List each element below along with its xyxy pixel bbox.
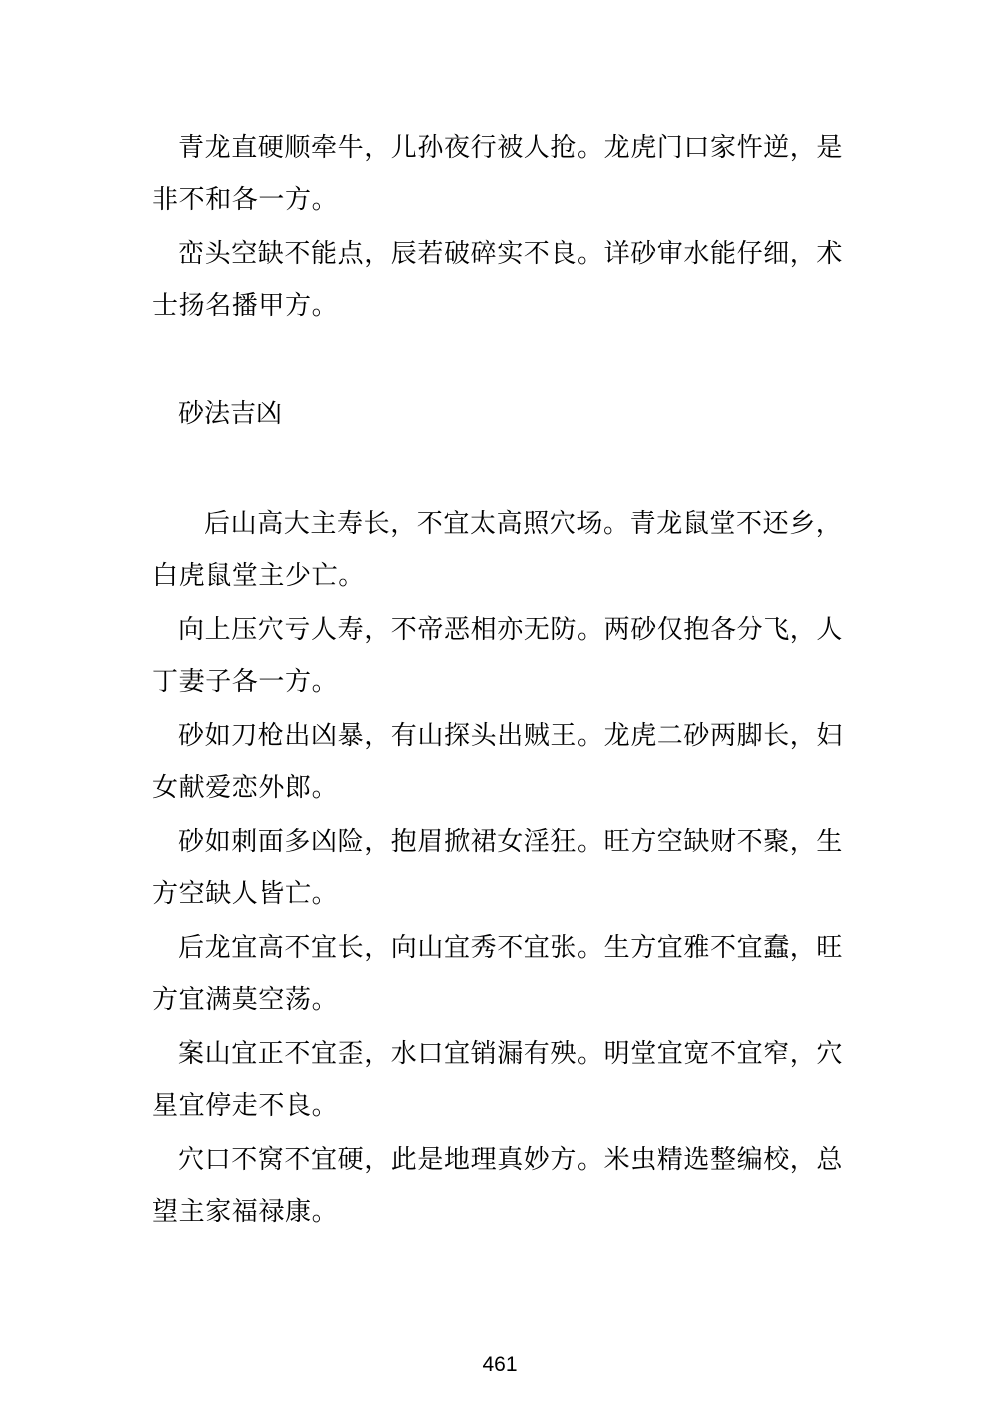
verse-paragraph-5: 砂如刀枪出凶暴，有山探头出贼王。龙虎二砂两脚长，妇女献爱恋外郎。 bbox=[152, 721, 844, 803]
page-body bbox=[152, 122, 852, 1240]
section-heading: 砂法吉凶 bbox=[178, 399, 283, 429]
verse-paragraph-1: 青龙直硬顺牵牛，儿孙夜行被人抢。龙虎门口家忤逆，是非不和各一方。 bbox=[152, 133, 844, 215]
section-spacer bbox=[152, 440, 852, 498]
verse-paragraph-8: 案山宜正不宜歪，水口宜销漏有殃。明堂宜宽不宜窄，穴星宜停走不良。 bbox=[152, 1039, 844, 1121]
verse-paragraph-7: 后龙宜高不宜长，向山宜秀不宜张。生方宜雅不宜蠢，旺方宜满莫空荡。 bbox=[152, 933, 844, 1015]
verse-paragraph-9: 穴口不窝不宜硬，此是地理真妙方。米虫精选整编校，总望主家福禄康。 bbox=[152, 1145, 844, 1227]
verse-paragraph-2: 峦头空缺不能点，辰若破碎实不良。详砂审水能仔细，术士扬名播甲方。 bbox=[152, 239, 844, 321]
page-number: 461 bbox=[482, 1353, 518, 1376]
verse-paragraph-6: 砂如刺面多凶险，抱眉掀裙女淫狂。旺方空缺财不聚，生方空缺人皆亡。 bbox=[152, 827, 844, 909]
verse-paragraph-4: 向上压穴亏人寿，不帝恶相亦无防。两砂仅抱各分飞，人丁妻子各一方。 bbox=[152, 615, 844, 697]
verse-paragraph-3: 后山高大主寿长，不宜太高照穴场。青龙鼠堂不还乡，白虎鼠堂主少亡。 bbox=[152, 509, 843, 591]
